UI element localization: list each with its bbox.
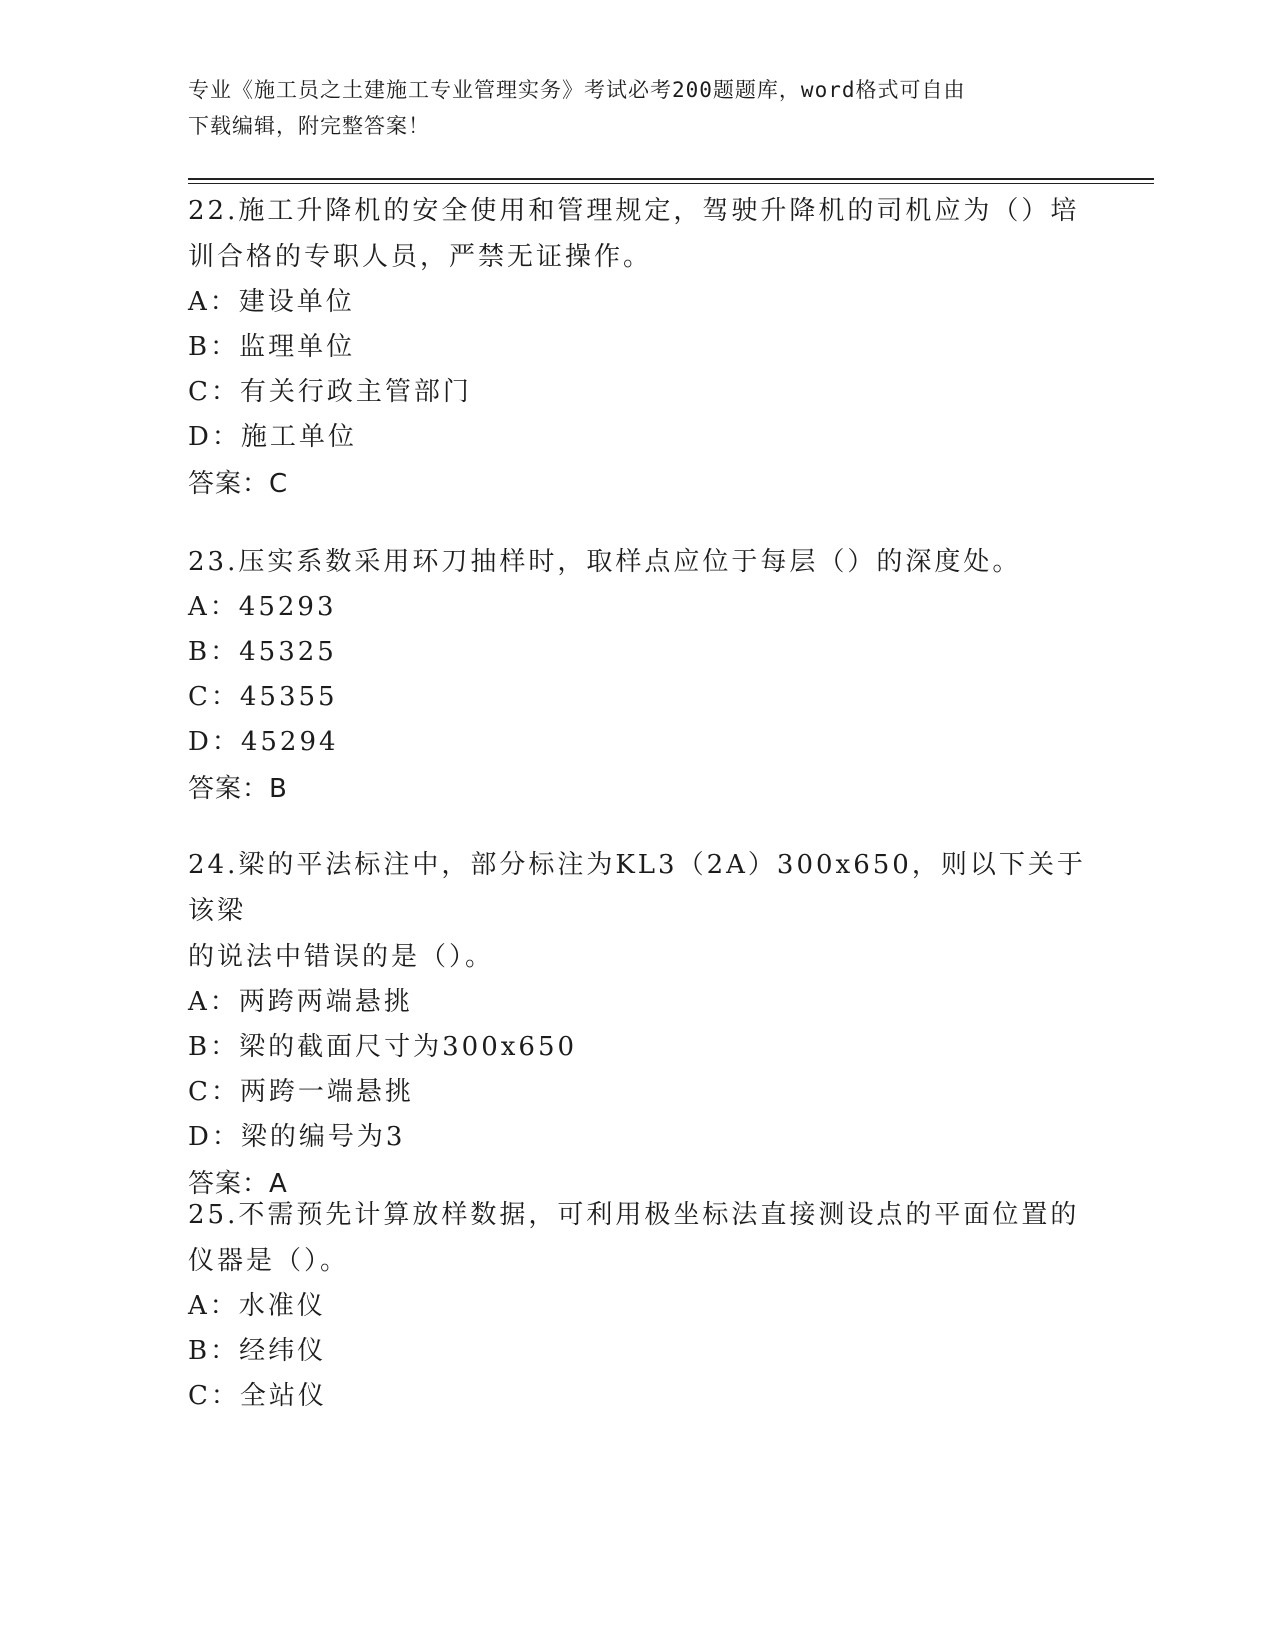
header-divider-thin (188, 183, 1154, 184)
question-23 (188, 539, 1088, 813)
header-line-1: 专业《施工员之土建施工专业管理实务》考试必考200题题库，word格式可自由 (188, 78, 966, 102)
option-c: C：全站仪 (188, 1381, 327, 1411)
option-b: B：45325 (188, 637, 337, 667)
option-b: B：梁的截面尺寸为300x650 (188, 1032, 578, 1062)
question-25 (188, 1192, 1088, 1419)
header-divider-thick (188, 178, 1154, 180)
question-stem-line-2: 训合格的专职人员，严禁无证操作。 (188, 242, 653, 272)
option-c: C：两跨一端悬挑 (188, 1077, 414, 1107)
question-24 (188, 842, 1088, 1208)
answer-text: 答案：A (188, 1169, 288, 1199)
document-header (188, 72, 1088, 144)
option-a: A：45293 (188, 592, 337, 622)
question-stem-line-1: 22.施工升降机的安全使用和管理规定，驾驶升降机的司机应为（）培 (188, 196, 1080, 226)
question-stem-line-1: 24.梁的平法标注中，部分标注为KL3（2A）300x650，则以下关于该梁 (188, 850, 1086, 926)
answer-text: 答案：B (188, 774, 288, 804)
question-stem-line-1: 25.不需预先计算放样数据，可利用极坐标法直接测设点的平面位置的 (188, 1200, 1080, 1230)
option-c: C：45355 (188, 682, 338, 712)
header-line-2: 下载编辑，附完整答案！ (188, 114, 430, 138)
option-b: B：经纬仪 (188, 1336, 327, 1366)
option-d: D：施工单位 (188, 422, 357, 452)
option-d: D：45294 (188, 727, 339, 757)
option-c: C：有关行政主管部门 (188, 377, 472, 407)
option-a: A：水准仪 (188, 1291, 326, 1321)
question-22 (188, 188, 1088, 508)
option-b: B：监理单位 (188, 332, 356, 362)
question-stem-line-2: 的说法中错误的是（）。 (188, 942, 495, 972)
question-stem-line-1: 23.压实系数采用环刀抽样时，取样点应位于每层（）的深度处。 (188, 547, 1022, 577)
option-a: A：两跨两端悬挑 (188, 987, 413, 1017)
option-d: D：梁的编号为3 (188, 1122, 406, 1152)
option-a: A：建设单位 (188, 287, 355, 317)
answer-text: 答案：C (188, 469, 289, 499)
question-stem-line-2: 仪器是（）。 (188, 1246, 350, 1276)
